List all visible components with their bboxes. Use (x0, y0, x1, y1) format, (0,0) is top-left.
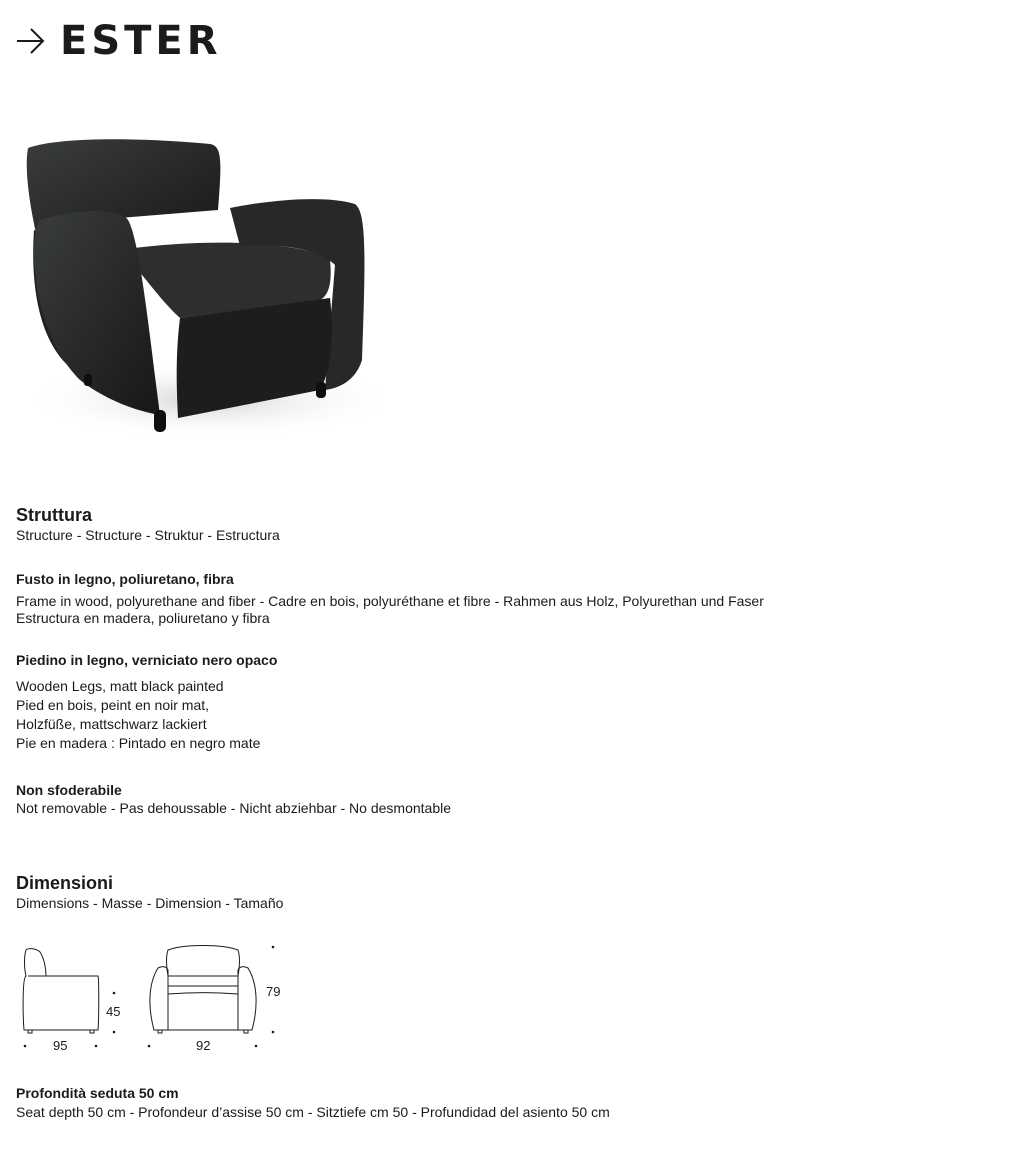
legs-line-4: Pie en madera : Pintado en negro mate (16, 735, 261, 751)
side-view-drawing (23, 949, 99, 1033)
frame-line-2: Estructura en madera, poliuretano y fibra (16, 610, 270, 626)
removable-heading: Non sfoderabile (16, 782, 122, 798)
seat-depth-subtitle: Seat depth 50 cm - Profondeur d’assise 50 cm - Sitztiefe cm 50 - Profundidad del asiento 50 cm (16, 1104, 610, 1120)
seat-depth-heading: Profondità seduta 50 cm (16, 1085, 179, 1101)
dimensions-heading: Dimensioni (16, 873, 114, 893)
structure-subtitle: Structure - Structure - Struktur - Estructura (16, 527, 280, 543)
total-height-label: 79 (266, 984, 281, 999)
page-header (16, 18, 222, 64)
structure-section (16, 504, 280, 544)
seat-depth-section (16, 1084, 610, 1121)
structure-heading: Struttura (16, 505, 92, 525)
legs-line-1: Wooden Legs, matt black painted (16, 678, 224, 694)
dimension-drawing (14, 938, 304, 1058)
arrow-right-icon[interactable] (16, 26, 46, 56)
seat-height-label: 45 (106, 1004, 121, 1019)
removable-section (16, 781, 451, 817)
dimensions-subtitle: Dimensions - Masse - Dimension - Tamaño (16, 895, 284, 911)
frame-line-1: Frame in wood, polyurethane and fiber - Cadre en bois, polyuréthane et fibre - Rahmen aus Holz, Polyurethan und Faser (16, 593, 764, 609)
side-width-label: 95 (53, 1038, 68, 1053)
product-image (0, 100, 400, 480)
frame-section (16, 570, 764, 627)
legs-line-3: Holzfüße, mattschwarz lackiert (16, 716, 207, 732)
front-view-drawing (150, 946, 256, 1034)
dimensions-section (16, 872, 283, 912)
removable-subtitle: Not removable - Pas dehoussable - Nicht abziehbar - No desmontable (16, 800, 452, 816)
front-width-label: 92 (196, 1038, 211, 1053)
product-title: ESTER (60, 18, 222, 64)
frame-heading: Fusto in legno, poliuretano, fibra (16, 571, 234, 587)
legs-line-2: Pied en bois, peint en noir mat, (16, 697, 210, 713)
legs-section (16, 651, 277, 753)
legs-heading: Piedino in legno, verniciato nero opaco (16, 652, 278, 668)
